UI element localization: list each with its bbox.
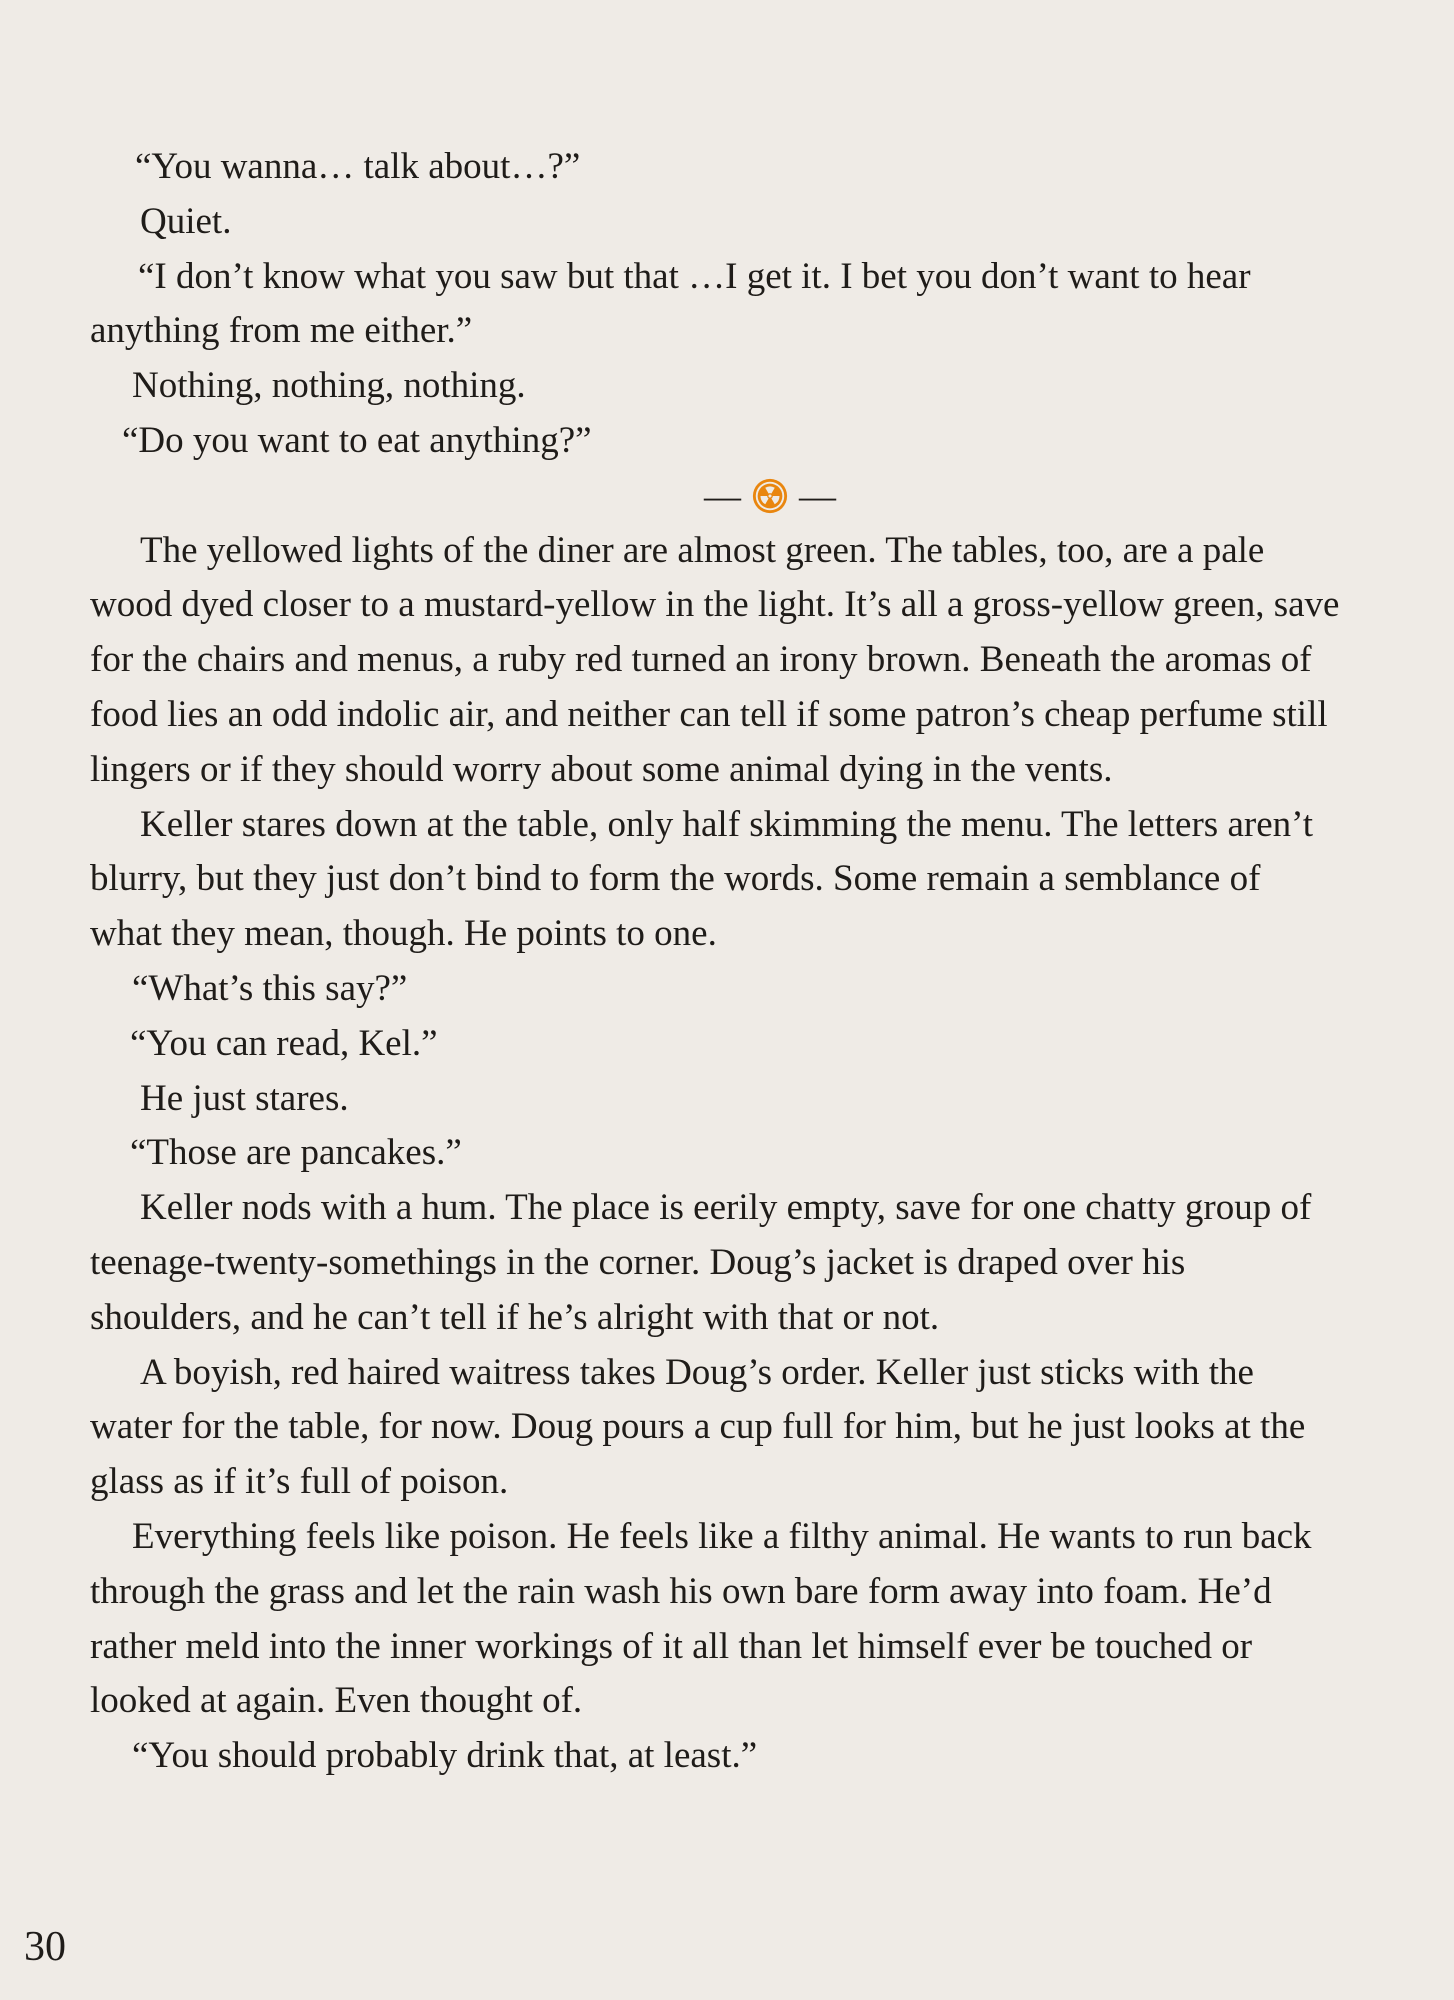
text-line: food lies an odd indolic air, and neither can tell if some patron’s cheap perfume still [90, 693, 1328, 735]
page-body [90, 140, 1380, 1784]
radiation-icon [751, 477, 789, 515]
text-line: blurry, but they just don’t bind to form the words. Some remain a semblance of [90, 858, 1261, 900]
text-line: Nothing, nothing, nothing. [132, 365, 526, 407]
text-line: for the chairs and menus, a ruby red turned an irony brown. Beneath the aromas of [90, 639, 1312, 681]
text-line: Everything feels like poison. He feels like a filthy animal. He wants to run back [132, 1515, 1312, 1557]
divider-dash-left: — [704, 475, 741, 517]
text-line: rather meld into the inner workings of it all than let himself ever be touched or [90, 1625, 1253, 1667]
text-line: “You wanna… talk about…?” [135, 146, 581, 187]
text-line: He just stares. [140, 1077, 349, 1119]
text-line: through the grass and let the rain wash his own bare form away into foam. He’d [90, 1570, 1272, 1612]
text-line: “What’s this say?” [132, 967, 408, 1009]
text-line: water for the table, for now. Doug pours a cup full for him, but he just looks at the [90, 1406, 1306, 1448]
divider-dash-right: — [799, 475, 836, 517]
text-line: “I don’t know what you saw but that …I get it. I bet you don’t want to hear [138, 255, 1251, 297]
text-line: A boyish, red haired waitress takes Doug’s order. Keller just sticks with the [140, 1351, 1254, 1393]
text-line: Quiet. [140, 200, 232, 242]
text-line: The yellowed lights of the diner are almost green. The tables, too, are a pale [140, 529, 1265, 571]
text-line: “Do you want to eat anything?” [122, 419, 592, 461]
text-line: wood dyed closer to a mustard-yellow in the light. It’s all a gross-yellow green, save [90, 584, 1340, 626]
page-number: 30 [24, 1924, 66, 1970]
text-line: anything from me either.” [90, 310, 473, 352]
text-line: shoulders, and he can’t tell if he’s alright with that or not. [90, 1296, 940, 1338]
text-line: “Those are pancakes.” [130, 1132, 462, 1174]
section-divider [160, 469, 1380, 524]
text-line: lingers or if they should worry about some animal dying in the vents. [90, 748, 1113, 790]
text-line: Keller nods with a hum. The place is eerily empty, save for one chatty group of [140, 1187, 1312, 1229]
text-line: what they mean, though. He points to one. [90, 913, 717, 955]
text-line: Keller stares down at the table, only half skimming the menu. The letters aren’t [140, 803, 1314, 845]
text-line: “You can read, Kel.” [130, 1022, 438, 1064]
text-line: glass as if it’s full of poison. [90, 1461, 509, 1503]
text-line: looked at again. Even thought of. [90, 1680, 583, 1722]
text-line: teenage-twenty-somethings in the corner. Doug’s jacket is draped over his [90, 1241, 1186, 1283]
text-line: “You should probably drink that, at least.” [132, 1735, 758, 1777]
